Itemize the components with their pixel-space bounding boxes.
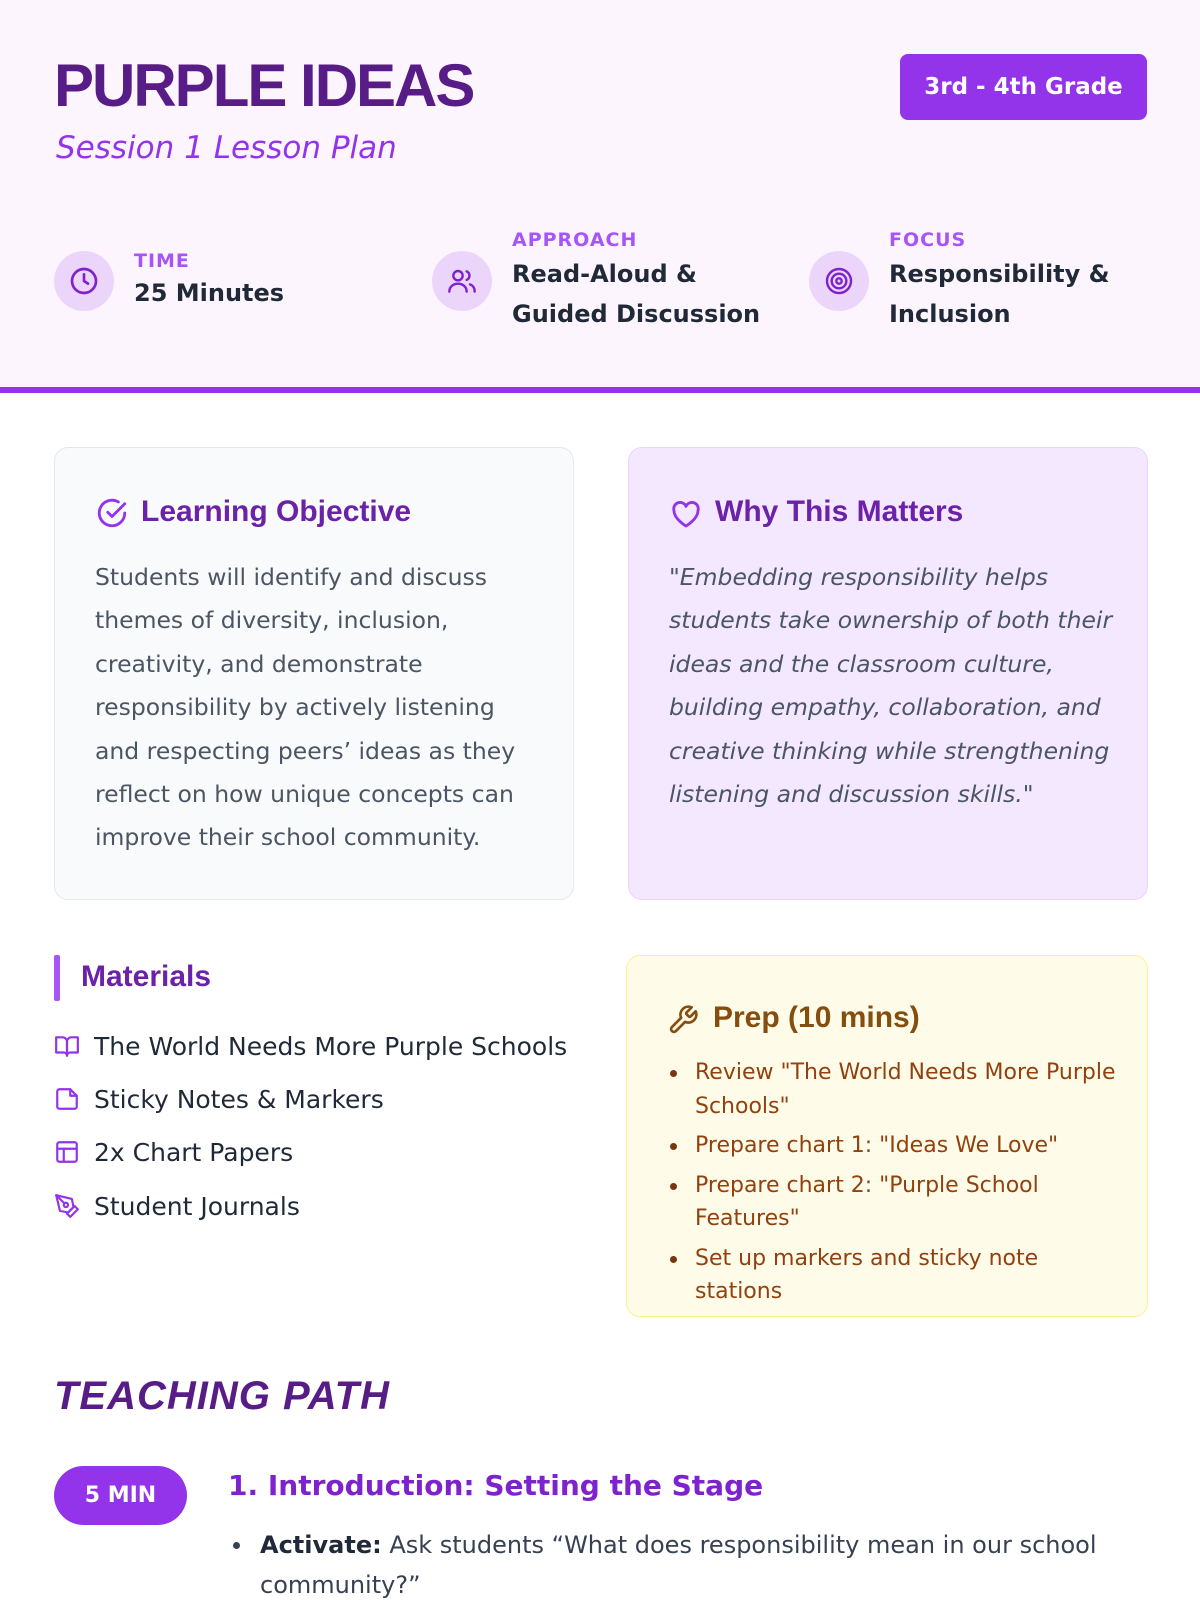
why-this-matters-card (628, 447, 1148, 900)
grade-badge: 3rd - 4th Grade (900, 54, 1147, 120)
meta-value-approach-line1: Read-Aloud & (512, 260, 697, 288)
page-title: PURPLE IDEAS (54, 52, 474, 119)
learning-objective-card (54, 447, 574, 900)
meta-label-approach: APPROACH (512, 229, 638, 251)
check-circle-icon (95, 496, 129, 534)
pen-tool-icon (54, 1193, 80, 1219)
sticky-note-icon (54, 1086, 80, 1112)
meta-label-time: TIME (134, 250, 190, 272)
wrench-icon (667, 1004, 699, 1040)
target-icon (809, 251, 869, 311)
list-item: Prepare chart 1: "Ideas We Love" (667, 1129, 1117, 1163)
list-item: Review "The World Needs More Purple Schools" (667, 1056, 1117, 1123)
materials-title: Materials (81, 960, 212, 993)
page-subtitle: Session 1 Lesson Plan (56, 130, 397, 166)
step-title: 1. Introduction: Setting the Stage (228, 1469, 764, 1502)
why-this-matters-title: Why This Matters (715, 495, 964, 528)
materials-item (54, 1135, 293, 1169)
layout-icon (54, 1139, 80, 1165)
learning-objective-title: Learning Objective (141, 495, 412, 528)
clock-icon (54, 251, 114, 311)
learning-objective-text: Students will identify and discuss themes of diversity, inclusion, creativity, and demonstrate responsibility by actively listening and respecting peers’ ideas as they reflect on how unique concepts can improve their school community. (95, 563, 516, 852)
materials-item (54, 1189, 300, 1223)
materials-item (54, 1029, 567, 1063)
book-icon (54, 1033, 80, 1059)
duration-badge: 5 MIN (54, 1466, 187, 1525)
list-item: Prepare chart 2: "Purple School Features" (667, 1169, 1117, 1236)
list-item: Set up markers and sticky note stations (667, 1242, 1117, 1309)
prep-title: Prep (10 mins) (713, 1001, 920, 1034)
list-item (228, 1525, 1128, 1600)
materials-item-label: Student Journals (94, 1191, 300, 1221)
step-bullet-label: Activate: (260, 1531, 382, 1559)
lesson-header (0, 0, 1200, 393)
why-this-matters-quote: "Embedding responsibility helps students take ownership of both their ideas and the classroom culture, building empathy, collaboration, and creative thinking while strengthening listening and discussion skills." (669, 563, 1113, 809)
materials-item (54, 1082, 384, 1116)
heart-icon (669, 497, 703, 535)
materials-accent-bar (54, 955, 60, 1001)
prep-card (626, 955, 1148, 1317)
step-bullet-text: Ask students “What does responsibility mean in our school community?” (260, 1531, 1097, 1599)
materials-item-label: The World Needs More Purple Schools (94, 1031, 568, 1061)
meta-value-approach-line2: Guided Discussion (512, 300, 761, 328)
users-icon (432, 251, 492, 311)
meta-value-focus-line2: Inclusion (889, 300, 1011, 328)
materials-item-label: 2x Chart Papers (94, 1137, 294, 1167)
step-list (228, 1525, 1128, 1600)
prep-list (667, 1056, 1117, 1315)
meta-value-time: 25 Minutes (134, 279, 285, 307)
teaching-path-title: TEACHING PATH (54, 1374, 390, 1418)
materials-item-label: Sticky Notes & Markers (94, 1084, 384, 1114)
meta-label-focus: FOCUS (889, 229, 967, 251)
meta-value-focus-line1: Responsibility & (889, 260, 1110, 288)
